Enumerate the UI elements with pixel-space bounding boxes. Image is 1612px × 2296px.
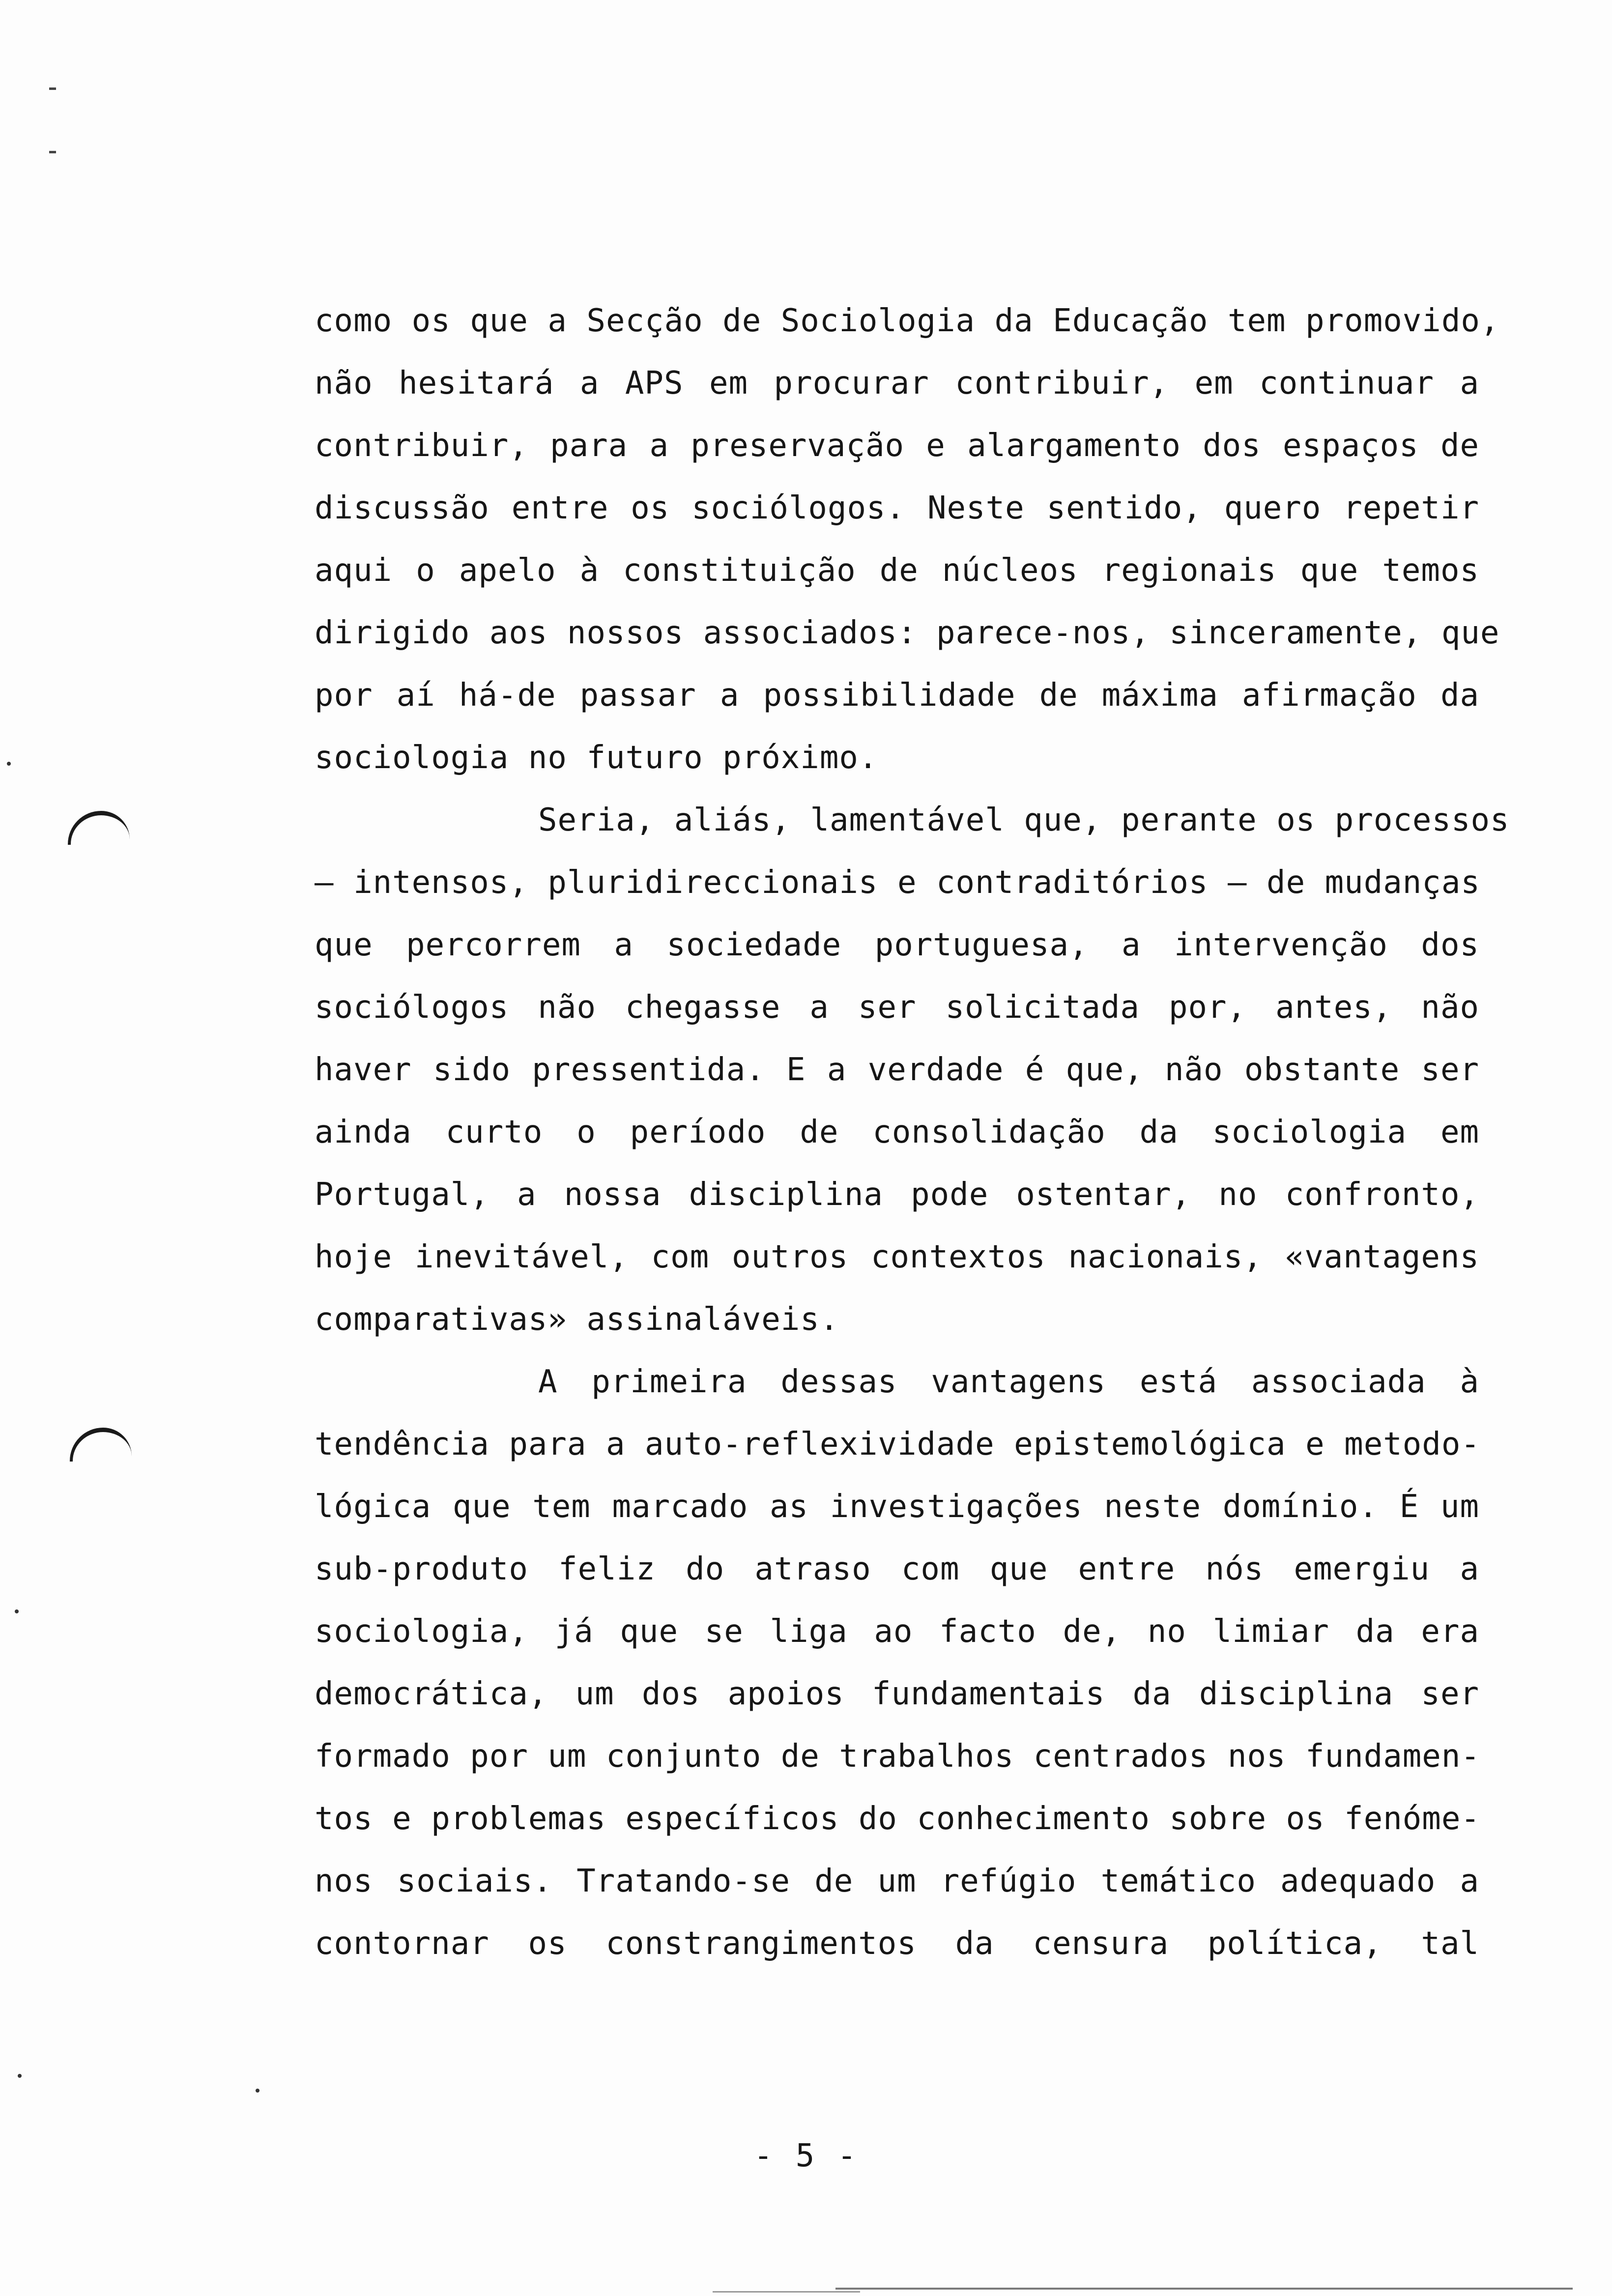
scan-edge-line — [835, 2288, 1573, 2290]
binder-hole-mark — [70, 1428, 132, 1462]
scan-speck — [256, 2089, 259, 2093]
text-line: formado por um conjunto de trabalhos centrados nos fundamen- — [315, 1738, 1480, 1775]
text-line: sub-produto feliz do atraso com que entre nós emergiu a — [315, 1551, 1479, 1587]
text-line: nos sociais. Tratando-se de um refúgio temático adequado a — [315, 1863, 1479, 1899]
page-number: - 5 - — [753, 2138, 859, 2174]
text-line: haver sido pressentida. E a verdade é que, não obstante ser — [315, 1052, 1479, 1088]
binder-hole-mark — [68, 811, 130, 845]
body-text — [315, 290, 1510, 1975]
text-line: Portugal, a nossa disciplina pode ostentar, no confronto, — [315, 1177, 1479, 1213]
scan-speck — [49, 87, 56, 90]
text-line: sociologia, já que se liga ao facto de, no limiar da era — [315, 1613, 1479, 1650]
text-line: sociólogos não chegasse a ser solicitada por, antes, não — [315, 989, 1479, 1026]
scan-speck — [7, 762, 11, 766]
text-line: dirigido aos nossos associados: parece-nos, sinceramente, que — [315, 615, 1500, 651]
text-line: A primeira dessas vantagens está associada à — [538, 1364, 1479, 1400]
text-line: que percorrem a sociedade portuguesa, a intervenção dos — [315, 927, 1479, 963]
text-line: tos e problemas específicos do conhecimento sobre os fenóme- — [315, 1801, 1480, 1837]
text-line: — intensos, pluridireccionais e contraditórios — de mudanças — [315, 864, 1480, 901]
scan-edge-line — [713, 2291, 860, 2293]
text-line: contribuir, para a preservação e alargamento dos espaços de — [315, 428, 1479, 464]
text-line: por aí há-de passar a possibilidade de máxima afirmação da — [315, 677, 1479, 714]
paragraph — [315, 290, 1500, 789]
text-line: democrática, um dos apoios fundamentais da disciplina ser — [315, 1676, 1479, 1712]
text-line: contornar os constrangimentos da censura política, tal — [315, 1925, 1479, 1962]
scan-speck — [49, 151, 56, 153]
text-line: não hesitará a APS em procurar contribuir, em continuar a — [315, 365, 1479, 402]
paragraph — [315, 1351, 1479, 1975]
text-line: hoje inevitável, com outros contextos nacionais, «vantagens — [315, 1239, 1479, 1275]
scan-speck — [15, 1609, 19, 1613]
text-line: comparativas» assinaláveis. — [315, 1301, 839, 1338]
scan-speck — [18, 2074, 22, 2078]
text-line: Seria, aliás, lamentável que, perante os processos — [538, 802, 1510, 838]
text-line: tendência para a auto-reflexividade epistemológica e metodo- — [315, 1426, 1480, 1463]
paragraph — [315, 789, 1510, 1351]
text-line: ainda curto o período de consolidação da sociologia em — [315, 1114, 1479, 1150]
text-line: discussão entre os sociólogos. Neste sentido, quero repetir — [315, 490, 1479, 526]
text-line: aqui o apelo à constituição de núcleos regionais que temos — [315, 552, 1479, 589]
text-line: sociologia no futuro próximo. — [315, 740, 878, 776]
text-line: como os que a Secção de Sociologia da Educação tem promovido, — [315, 303, 1500, 339]
text-line: lógica que tem marcado as investigações neste domínio. É um — [315, 1489, 1479, 1525]
